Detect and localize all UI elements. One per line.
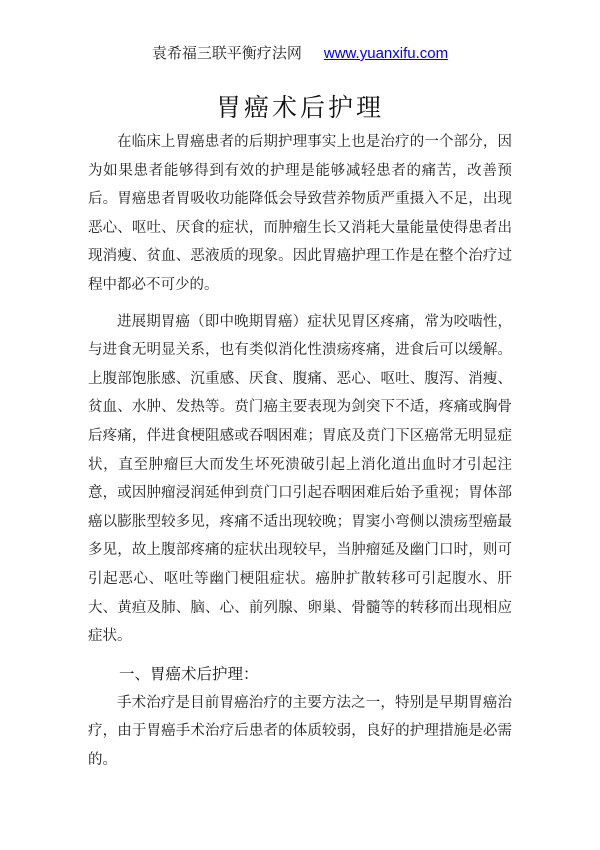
paragraph-symptoms: 进展期胃癌（即中晚期胃癌）症状见胃区疼痛，常为咬啮性，与进食无明显关系，也有类似消化性溃疡疼痛，进食后可以缓解。上腹部饱胀感、沉重感、厌食、腹痛、恶心、呕吐、腹泻、消瘦、贫血、水肿、发热等。贲门癌主要表现为剑突下不适，疼痛或胸骨后疼痛，伴进食梗阻感或吞咽困难；胃底及贲门下区癌常无明显症状，直至肿瘤巨大而发生坏死溃破引起上消化道出血时才引起注意，或因肿瘤浸润延伸到贲门口引起吞咽困难后始予重视；胃体部癌以膨胀型较多见，疼痛不适出现较晚；胃窦小弯侧以溃疡型癌最多见，故上腹部疼痛的症状出现较早，当肿瘤延及幽门口时，则可引起恶心、呕吐等幽门梗阻症状。癌肿扩散转移可引起腹水、肝大、黄疸及肺、脑、心、前列腺、卵巢、骨髓等的转移而出现相应症状。 bbox=[88, 313, 512, 645]
paragraph-intro: 在临床上胃癌患者的后期护理事实上也是治疗的一个部分，因为如果患者能够得到有效的护理是能够减轻患者的痛苦，改善预后。胃癌患者胃吸收功能降低会导致营养物质严重摄入不足，出现恶心、呕吐、厌食的症状，而肿瘤生长又消耗大量能量使得患者出现消瘦、贫血、恶液质的现象。因此胃癌护理工作是在整个治疗过程中都必不可少的。 bbox=[88, 134, 512, 293]
paragraph-surgery: 手术治疗是目前胃癌治疗的主要方法之一，特别是早期胃癌治疗，由于胃癌手术治疗后患者的体质较弱，良好的护理措施是必需的。 bbox=[88, 694, 512, 768]
document-body bbox=[88, 128, 512, 774]
page-header bbox=[0, 42, 600, 63]
site-url-link[interactable]: www.yuanxifu.com bbox=[323, 45, 449, 62]
document-title: 胃癌术后护理 bbox=[215, 93, 384, 122]
site-name: 袁希福三联平衡疗法网 bbox=[151, 44, 302, 62]
section-heading: 一、胃癌术后护理： bbox=[119, 664, 259, 683]
